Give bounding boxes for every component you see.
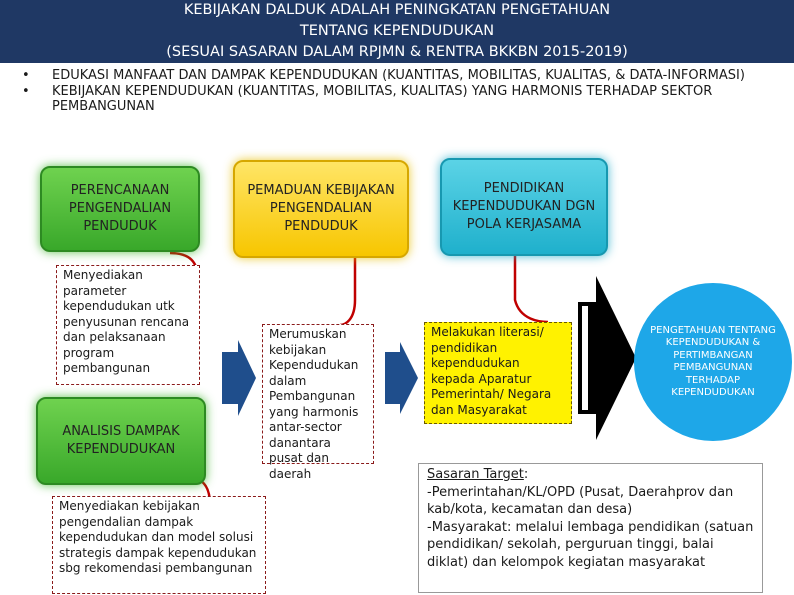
target-box bbox=[418, 463, 763, 593]
bullet-item bbox=[22, 68, 782, 84]
box-analisis: ANALISIS DAMPAK KEPENDUDUKAN bbox=[36, 397, 206, 485]
box-pemaduan: PEMADUAN KEBIJAKAN PENGENDALIAN PENDUDUK bbox=[233, 160, 409, 258]
note-analisis: Menyediakan kebijakan pengendalian dampak kependudukan dan model solusi strategis dampak kependudukan sbg rekomendasi pembangunan bbox=[52, 496, 266, 594]
target-title: Sasaran Target bbox=[427, 467, 524, 482]
arrow-right-icon bbox=[222, 340, 256, 416]
arrow-stripe bbox=[582, 306, 588, 410]
target-line-1: -Pemerintahan/KL/OPD (Pusat, Daerahprov dan kab/kota, kecamatan dan desa) bbox=[427, 484, 734, 517]
box-pendidikan: PENDIDIKAN KEPENDUDUKAN DGN POLA KERJASAMA bbox=[440, 158, 608, 256]
header-line-1: KEBIJAKAN DALDUK ADALAH PENINGKATAN PENGETAHUAN bbox=[183, 2, 611, 18]
bullet-marker: • bbox=[22, 83, 30, 99]
note-perencanaan: Menyediakan parameter kependudukan utk penyusunan rencana dan pelaksanaan program pembangunan bbox=[56, 265, 200, 385]
bullet-marker: • bbox=[22, 68, 30, 83]
header-line-3: (SESUAI SASARAN DALAM RPJMN & RENTRA BKKBN 2015-2019) bbox=[166, 44, 628, 60]
outcome-circle bbox=[634, 283, 792, 441]
bullet-list bbox=[22, 68, 782, 115]
note-pemaduan: Merumuskan kebijakan Kependudukan dalam Pembangunan yang harmonis antar-sector danantara pusat dan daerah bbox=[262, 324, 374, 464]
bullet-item bbox=[22, 84, 782, 115]
bullet-text: EDUKASI MANFAAT DAN DAMPAK KEPENDUDUKAN (KUANTITAS, MOBILITAS, KUALITAS, & DATA-INFORMASI) bbox=[52, 68, 745, 83]
outcome-text: PENGETAHUAN TENTANG KEPENDUDUKAN & PERTIMBANGAN PEMBANGUNAN TERHADAP KEPENDUDUKAN bbox=[650, 324, 776, 398]
target-colon: : bbox=[523, 467, 529, 482]
arrow-right-icon bbox=[385, 342, 418, 414]
connector-pendidikan bbox=[515, 255, 548, 322]
connector-pemaduan bbox=[340, 258, 355, 325]
note-pendidikan: Melakukan literasi/ pendidikan kependudukan kepada Aparatur Pemerintah/ Negara dan Masyarakat bbox=[424, 322, 572, 424]
bullet-text: KEBIJAKAN KEPENDUDUKAN (KUANTITAS, MOBILITAS, KUALITAS) YANG HARMONIS TERHADAP SEKTOR PEMBANGUNAN bbox=[52, 83, 713, 114]
target-line-2: -Masyarakat: melalui lembaga pendidikan (satuan pendidikan/ sekolah, perguruan tinggi, balai diklat) dan kelompok kegiatan masyarakat bbox=[427, 519, 754, 570]
big-arrow-icon bbox=[578, 276, 636, 440]
box-perencanaan: PERENCANAAN PENGENDALIAN PENDUDUK bbox=[40, 166, 200, 252]
header-banner bbox=[0, 0, 794, 63]
header-line-2: TENTANG KEPENDUDUKAN bbox=[299, 23, 495, 39]
